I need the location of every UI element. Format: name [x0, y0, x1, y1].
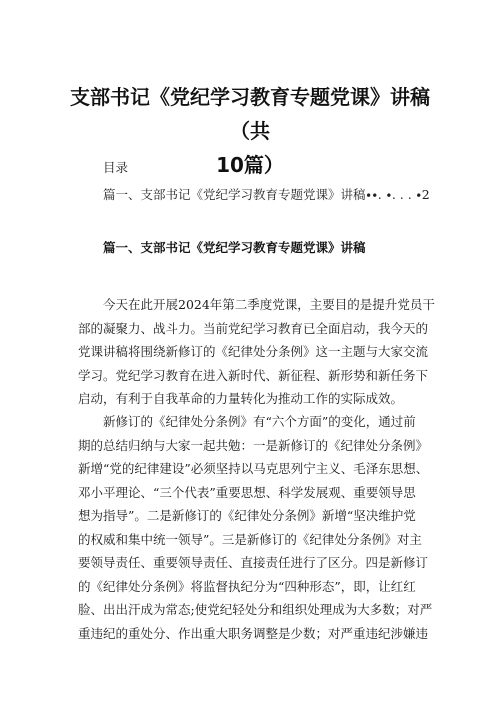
- paragraph-line: 的权威和集中统一领导”。三是新修订的《纪律处分条例》对主: [78, 531, 422, 547]
- paragraph-line: 重违纪的重处分、作出重大职务调整是少数；对严重违纪涉嫌违: [78, 625, 429, 641]
- paragraph-line: 期的总结归纳与大家一起共勉：一是新修订的《纪律处分条例》: [78, 437, 429, 453]
- paragraph-line: 的《纪律处分条例》将监督执纪分为“四种形态”，即，让红红: [78, 578, 416, 594]
- paragraph-line: 今天在此开展2024年第二季度党课，主要目的是提升党员干: [103, 297, 435, 312]
- paragraph-line: 新增“党的纪律建设”必须坚持以马克思列宁主义、毛泽东思想、: [78, 461, 429, 476]
- paragraph-line: 脸、出出汗成为常态;使党纪轻处分和组织处理成为大多数；对严: [78, 602, 433, 617]
- paragraph-line: 党课讲稿将围绕新修订的《纪律处分条例》这一主题与大家交流: [78, 344, 429, 359]
- section-heading-1: 篇一、支部书记《党纪学习教育专题党课》讲稿: [103, 240, 366, 255]
- paragraph-line: 部的凝聚力、战斗力。当前党纪学习教育已全面启动，我今天的: [78, 320, 429, 336]
- paragraph-line: 想为指导”。二是新修订的《纪律处分条例》新增“坚决维护党: [78, 508, 416, 523]
- toc-entry-1[interactable]: 篇一、支部书记《党纪学习教育专题党课》讲稿∙∙. ∙. . . ∙2: [103, 187, 430, 202]
- paragraph-1: [78, 293, 438, 411]
- paragraph-line: 启动，有利于自我革命的力量转化为推动工作的实际成效。: [78, 391, 404, 406]
- paragraph-2: [78, 410, 438, 645]
- title-line-2: 10篇）: [216, 153, 284, 177]
- paragraph-line: 邓小平理论、“三个代表”重要思想、科学发展观、重要领导思: [78, 484, 416, 500]
- paragraph-line: 学习。党纪学习教育在进入新时代、新征程、新形势和新任务下: [78, 367, 429, 383]
- paragraph-line: 新修订的《纪律处分条例》有“六个方面”的变化，通过前: [103, 414, 416, 429]
- paragraph-line: 要领导责任、重要领导责任、直接责任进行了区分。四是新修订: [78, 555, 429, 570]
- toc-label: 目录: [103, 160, 129, 175]
- title-line-1: 支部书记《党纪学习教育专题党课》讲稿（共: [70, 85, 430, 143]
